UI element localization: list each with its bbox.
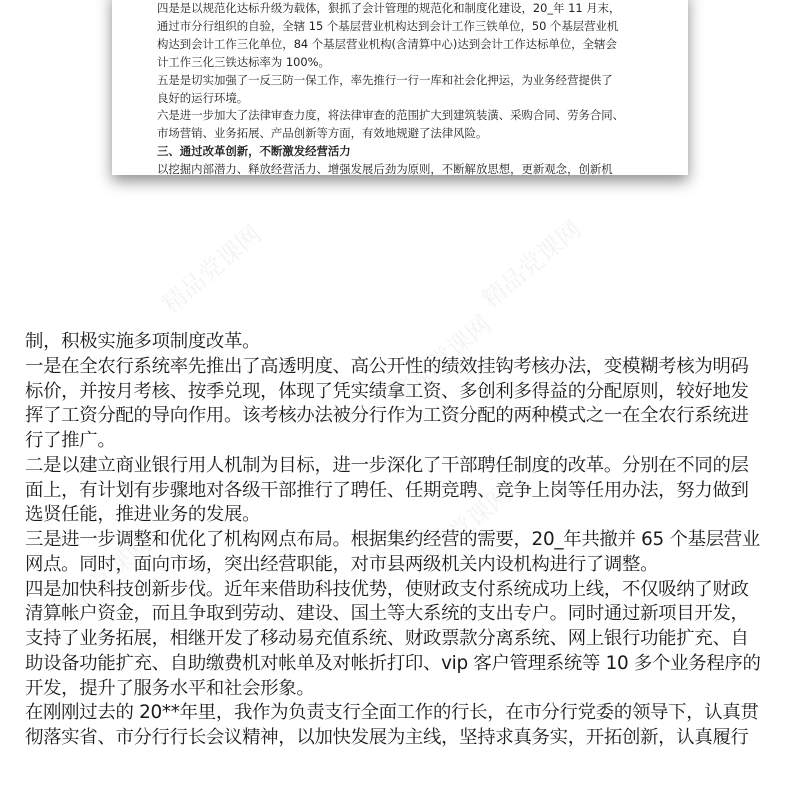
text-line: 构达到会计工作三化单位，84 个基层营业机构(含清算中心)达到会计工作达标单位，全辖会 bbox=[157, 36, 617, 51]
text-line: 四是是以规范化达标升级为载体，狠抓了会计管理的规范化和制度化建设，20_年 11 月末， bbox=[157, 1, 621, 15]
text-line: 市场营销、业务拓展、产品创新等方面，有效地规避了法律风险。 bbox=[157, 126, 488, 141]
text-line: 三是进一步调整和优化了机构网点布局。根据集约经营的需要，20_年共撤并 65 个基层营业 bbox=[25, 529, 760, 550]
text-line: 五是是切实加强了一反三防一保工作，率先推行一行一库和社会化押运，为业务经营提供了 bbox=[157, 72, 613, 87]
text-line: 彻落实省、市分行行长会议精神，以加快发展为主线，坚持求真务实，开拓创新，认真履行 bbox=[25, 727, 749, 748]
text-line: 开发，提升了服务水平和社会形象。 bbox=[25, 677, 315, 699]
text-line: 计工作三化三铁达标率为 100%。 bbox=[157, 54, 330, 69]
watermark: 精品党课网 bbox=[46, 530, 157, 629]
text-line: 以挖掘内部潜力、释放经营活力、增强发展后劲为原则，不断解放思想，更新观念，创新机 bbox=[157, 162, 613, 177]
text-line: 六是进一步加大了法律审查力度，将法律审查的范围扩大到建筑装潢、采购合同、劳务合同、 bbox=[157, 108, 625, 123]
text-line: 在刚刚过去的 20**年里，我作为负责支行全面工作的行长，在市分行党委的领导下，认真贯 bbox=[25, 702, 759, 724]
watermark: 精品党课网 bbox=[476, 215, 587, 314]
watermark: 精品党课网 bbox=[406, 480, 517, 579]
watermark: 精品党课网 bbox=[156, 220, 267, 319]
text-line: 挥了工资分配的导向作用。该考核办法被分行作为工资分配的两种模式之一在全农行系统进 bbox=[25, 405, 749, 427]
text-line: 助设备功能扩充、自助缴费机对帐单及对帐折打印、vip 客户管理系统等 10 多个业务程序的 bbox=[25, 652, 761, 674]
text-line: 二是以建立商业银行用人机制为目标，进一步深化了干部聘任制度的改革。分别在不同的层 bbox=[25, 454, 749, 476]
text-line: 网点。同时，面向市场，突出经营职能，对市县两级机关内设机构进行了调整。 bbox=[25, 553, 659, 575]
text-line: 制，积极实施多项制度改革。 bbox=[25, 331, 261, 352]
document-body bbox=[25, 330, 761, 751]
document-page-preview bbox=[112, 0, 688, 175]
text-line: 行了推广。 bbox=[25, 430, 116, 451]
text-line: 清算帐户资金，而且争取到劳动、建设、国土等大系统的支出专户。同时通过新项目开发， bbox=[25, 603, 749, 625]
section-heading: 三、通过改革创新，不断激发经营活力 bbox=[157, 144, 351, 159]
text-line: 良好的运行环境。 bbox=[157, 90, 249, 105]
text-line: 一是在全农行系统率先推出了高透明度、高公开性的绩效挂钩考核办法，变模糊考核为明码 bbox=[25, 355, 749, 377]
text-line: 标价，并按月考核、按季兑现，体现了凭实绩拿工资、多创利多得益的分配原则，较好地发 bbox=[25, 380, 749, 402]
text-line: 四是加快科技创新步伐。近年来借助科技优势，使财政支付系统成功上线，不仅吸纳了财政 bbox=[25, 578, 749, 600]
watermark: 精品党课网 bbox=[386, 310, 497, 409]
preview-text bbox=[157, 0, 624, 179]
text-line: 选贤任能，推进业务的发展。 bbox=[25, 504, 261, 526]
text-line: 通过市分行组织的自验，全辖 15 个基层营业机构达到会计工作三铁单位，50 个基层营业机 bbox=[157, 18, 619, 33]
text-line: 支持了业务拓展，相继开发了移动易充值系统、财政票款分离系统、网上银行功能扩充、自 bbox=[25, 628, 749, 649]
text-line: 面上，有计划有步骤地对各级干部推行了聘任、任期竞聘、竞争上岗等任用办法，努力做到 bbox=[25, 479, 749, 501]
